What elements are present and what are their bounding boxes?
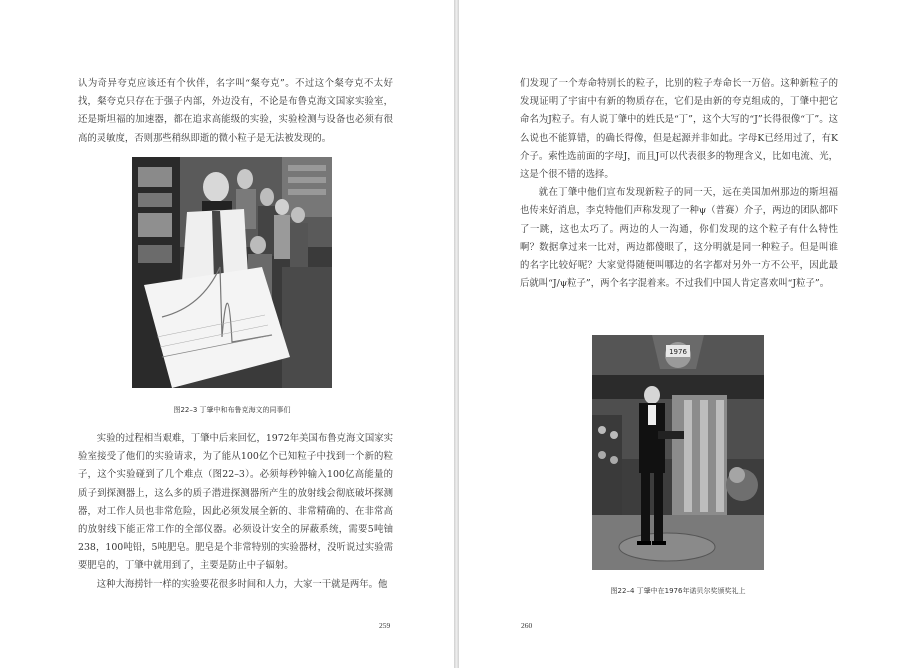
closing-text: 这种大海捞针一样的实验要花很多时间和人力，大家一干就是两年。他 xyxy=(96,578,388,590)
figure-caption-22-4: 图22–4 丁肇中在1976年诺贝尔奖颁奖礼上 xyxy=(610,587,746,595)
paragraph-2: 就在丁肇中他们宣布发现新粒子的同一天，远在美国加州那边的斯坦福也传来好消息，李克特他们声称发现了一种ψ（普赛）介子，两边的团队都吓了一跳，这也太巧了。两边的人一沟通，你们发现的这个粒子有什么特性啊？数据拿过来一比对，两边都傻眼了，这分明就是同一种粒子。但是叫谁的名字比较好呢？大家觉得随便叫哪边的名字都对另外一方不公平，因此最后就叫“J/ψ粒子”，两个名字混着来。不过我们中国人肯定喜欢叫“J粒子”。 xyxy=(520,187,838,290)
intro-paragraph xyxy=(78,75,393,148)
banner-year: 1976 xyxy=(669,348,687,356)
page-number-left: 259 xyxy=(379,621,391,630)
photo-nobel-ceremony xyxy=(592,335,764,570)
right-text-block xyxy=(520,75,838,293)
lab-photo-illustration xyxy=(132,157,332,388)
intro-text: 认为奇异夸克应该还有个伙伴，名字叫“粲夸克”。不过这个粲夸克不太好找，粲夸克只存在于强子内部，外边没有，不论是布鲁克海文国家实验室，还是斯坦福的加速器，都在追求高能级的实验，实验检测与设备也必须有很高的灵敏度，否则那些稍纵即逝的微小粒子是无法被发现的。 xyxy=(78,78,393,144)
page-number-right: 260 xyxy=(521,621,533,630)
right-page xyxy=(459,0,913,668)
nobel-photo-illustration xyxy=(592,335,764,570)
body-text: 实验的过程相当艰难，丁肇中后来回忆，1972年美国布鲁克海文国家实验室接受了他们的实验请求，为了能从100亿个已知粒子中找到一个新的粒子，这个实验碰到了几个难点（图22–3）。必须每秒钟输入100亿高能量的质子到探测器上，这么多的质子潜进探测器所产生的放射线会彻底破坏探测器，对工作人员也非常危险，因此必须发展全新的、非常精确的、在非常高的放射线下能正常工作的全部仪器。必须设计安全的屏蔽系统，需要5吨铀238，100吨铅，5吨肥皂。肥皂是个非常特别的实验器材，没听说过实验需要肥皂的，丁肇中就用到了，主要是防止中子辐射。 xyxy=(78,433,393,572)
body-paragraph xyxy=(78,430,393,594)
figure-caption-22-3: 图22–3 丁肇中和布鲁克海文的同事们 xyxy=(173,406,291,414)
paragraph-1: 们发现了一个寿命特别长的粒子，比别的粒子寿命长一万倍。这种新粒子的发现证明了宇宙中有新的物质存在，它们是由新的夸克组成的，丁肇中把它命名为J粒子。有人说丁肇中的姓氏是“丁”，这个大写的“J”长得很像“丁”。这么说也不能算错，的确长得像，但是起源并非如此。字母K已经用过了，有K介子。索性选前面的字母J，而且J可以代表很多的物理含义，比如电流、光，这是个很不错的选择。 xyxy=(520,78,838,181)
photo-ting-and-colleagues xyxy=(132,157,332,388)
left-page xyxy=(0,0,454,668)
